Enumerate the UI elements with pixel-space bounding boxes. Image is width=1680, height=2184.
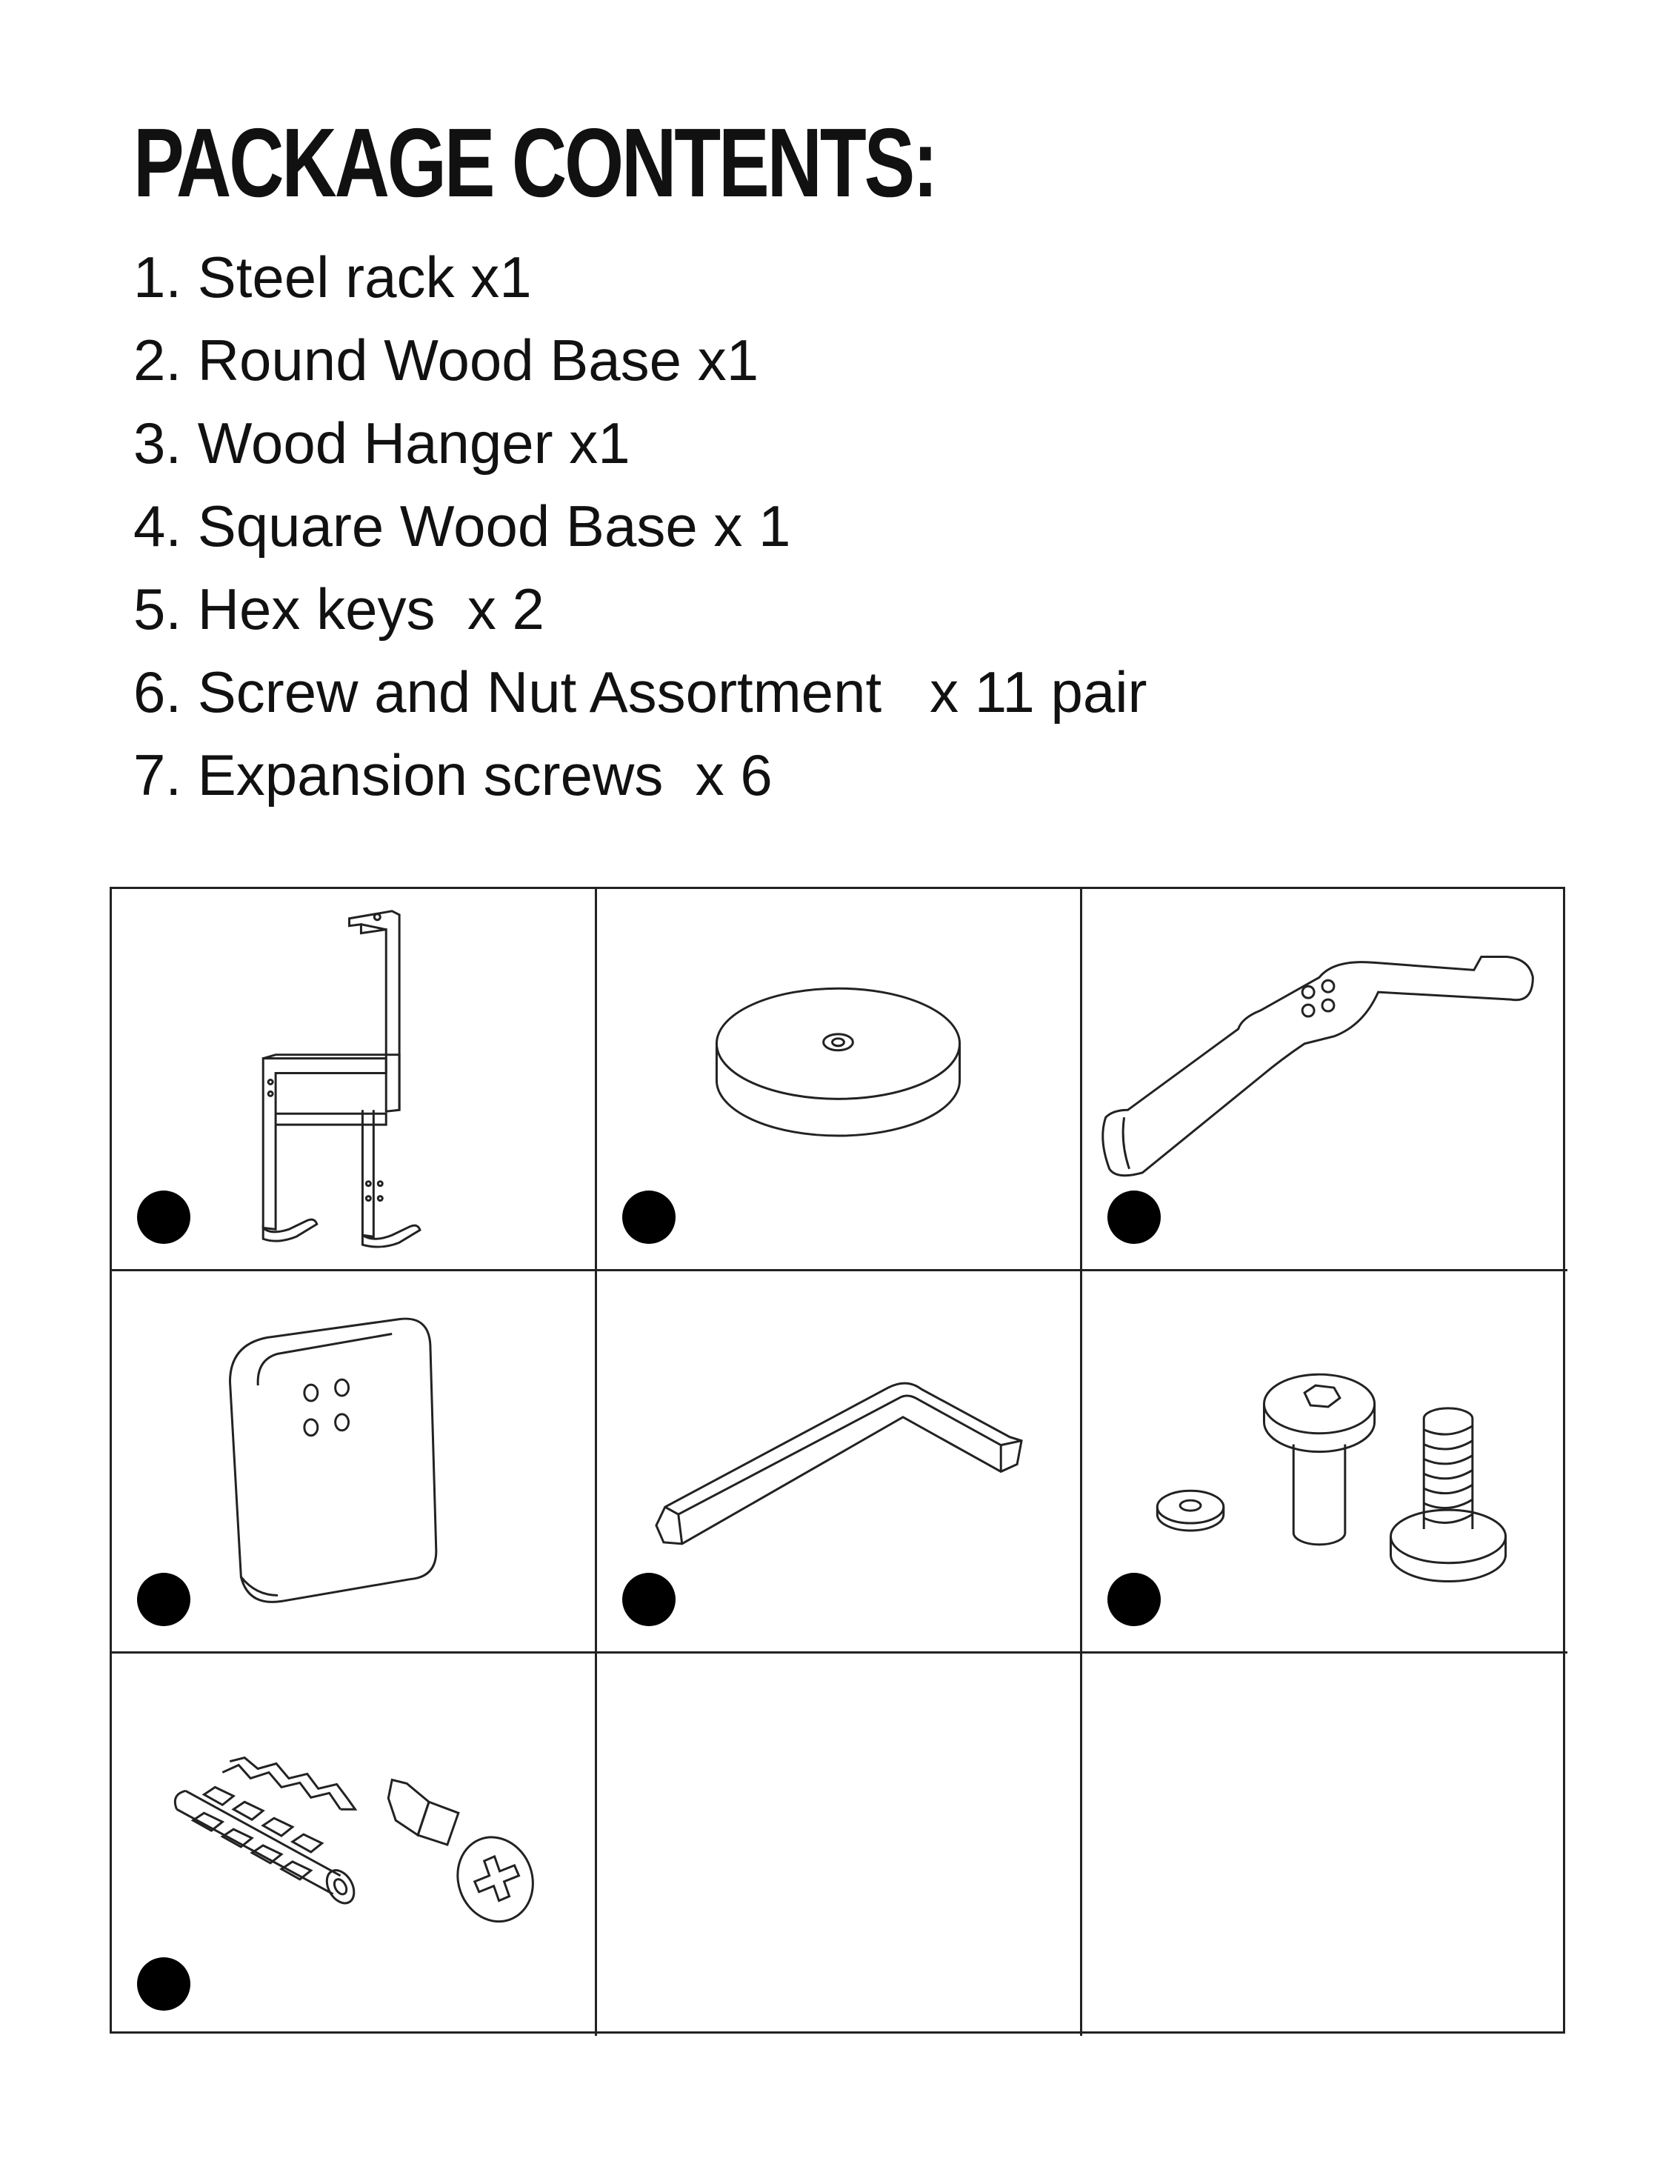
part-marker — [622, 1573, 676, 1626]
part-cell-6 — [1082, 1271, 1567, 1654]
list-item: 7. Expansion screws x 6 — [133, 742, 773, 808]
list-item: 1. Steel rack x1 — [133, 244, 532, 310]
part-marker — [137, 1573, 190, 1626]
part-cell-2 — [597, 889, 1082, 1271]
part-marker — [137, 1191, 190, 1244]
list-item: 4. Square Wood Base x 1 — [133, 493, 791, 559]
part-marker — [622, 1191, 676, 1244]
part-cell-1 — [112, 889, 597, 1271]
part-marker — [1107, 1573, 1161, 1626]
list-item: 3. Wood Hanger x1 — [133, 410, 630, 476]
part-marker — [137, 1957, 190, 2011]
list-item: 6. Screw and Nut Assortment x 11 pair — [133, 659, 1147, 725]
part-cell-5 — [597, 1271, 1082, 1654]
part-marker — [1107, 1191, 1161, 1244]
list-item: 2. Round Wood Base x1 — [133, 327, 759, 393]
empty-cell — [597, 1654, 1082, 2036]
contents-list — [133, 236, 1147, 816]
page-title: PACKAGE CONTENTS: — [133, 108, 936, 217]
part-cell-7 — [112, 1654, 597, 2036]
list-item: 5. Hex keys x 2 — [133, 576, 544, 642]
part-cell-4 — [112, 1271, 597, 1654]
part-cell-3 — [1082, 889, 1567, 1271]
empty-cell — [1082, 1654, 1567, 2036]
parts-grid — [110, 887, 1565, 2034]
